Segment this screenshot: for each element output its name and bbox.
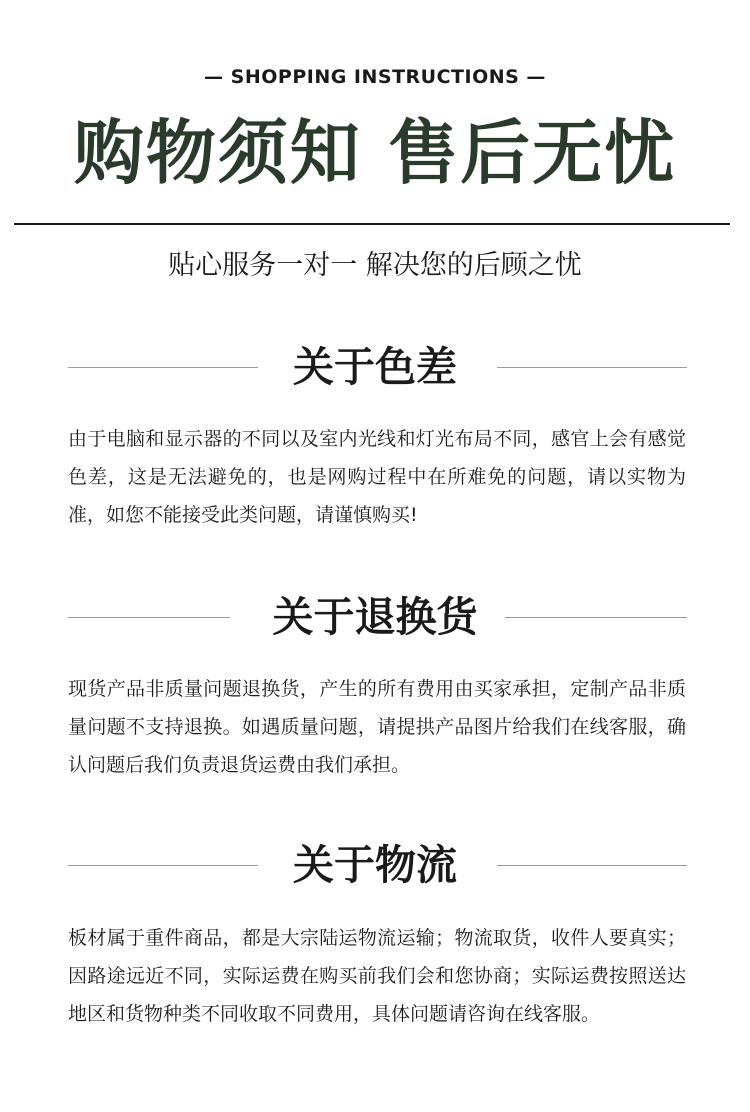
- section-body-logistics: 板材属于重件商品，都是大宗陆运物流运输；物流取货，收件人要真实；因路途远近不同，实际运费在购买前我们会和您协商；实际运费按照送达地区和货物种类不同收取不同费用，具体问题请咨询在线客服。: [68, 927, 686, 1025]
- header-divider: [14, 223, 730, 225]
- heading-rule-right: [505, 617, 687, 618]
- heading-rule-right: [497, 367, 687, 368]
- section-heading-color-difference: [0, 337, 750, 397]
- section-body-returns: 现货产品非质量问题退换货，产生的所有费用由买家承担，定制产品非质量问题不支持退换。如遇质量问题，请提拱产品图片给我们在线客服，确认问题后我们负责退货运费由我们承担。: [68, 678, 686, 776]
- section-heading-returns: [0, 587, 750, 647]
- english-subtitle: — SHOPPING INSTRUCTIONS —: [204, 66, 546, 88]
- section-title: 关于物流: [293, 841, 457, 889]
- heading-rule-right: [497, 865, 687, 866]
- section-title: 关于退换货: [272, 593, 478, 641]
- section-title: 关于色差: [293, 343, 457, 391]
- section-heading-logistics: [0, 835, 750, 895]
- page-title: 购物须知 售后无忧: [73, 112, 677, 194]
- tagline: 贴心服务一对一 解决您的后顾之忧: [168, 250, 582, 281]
- section-body-color-difference: 由于电脑和显示器的不同以及室内光线和灯光布局不同，感官上会有感觉色差，这是无法避免的，也是网购过程中在所难免的问题，请以实物为准，如您不能接受此类问题，请谨慎购买!: [68, 428, 686, 526]
